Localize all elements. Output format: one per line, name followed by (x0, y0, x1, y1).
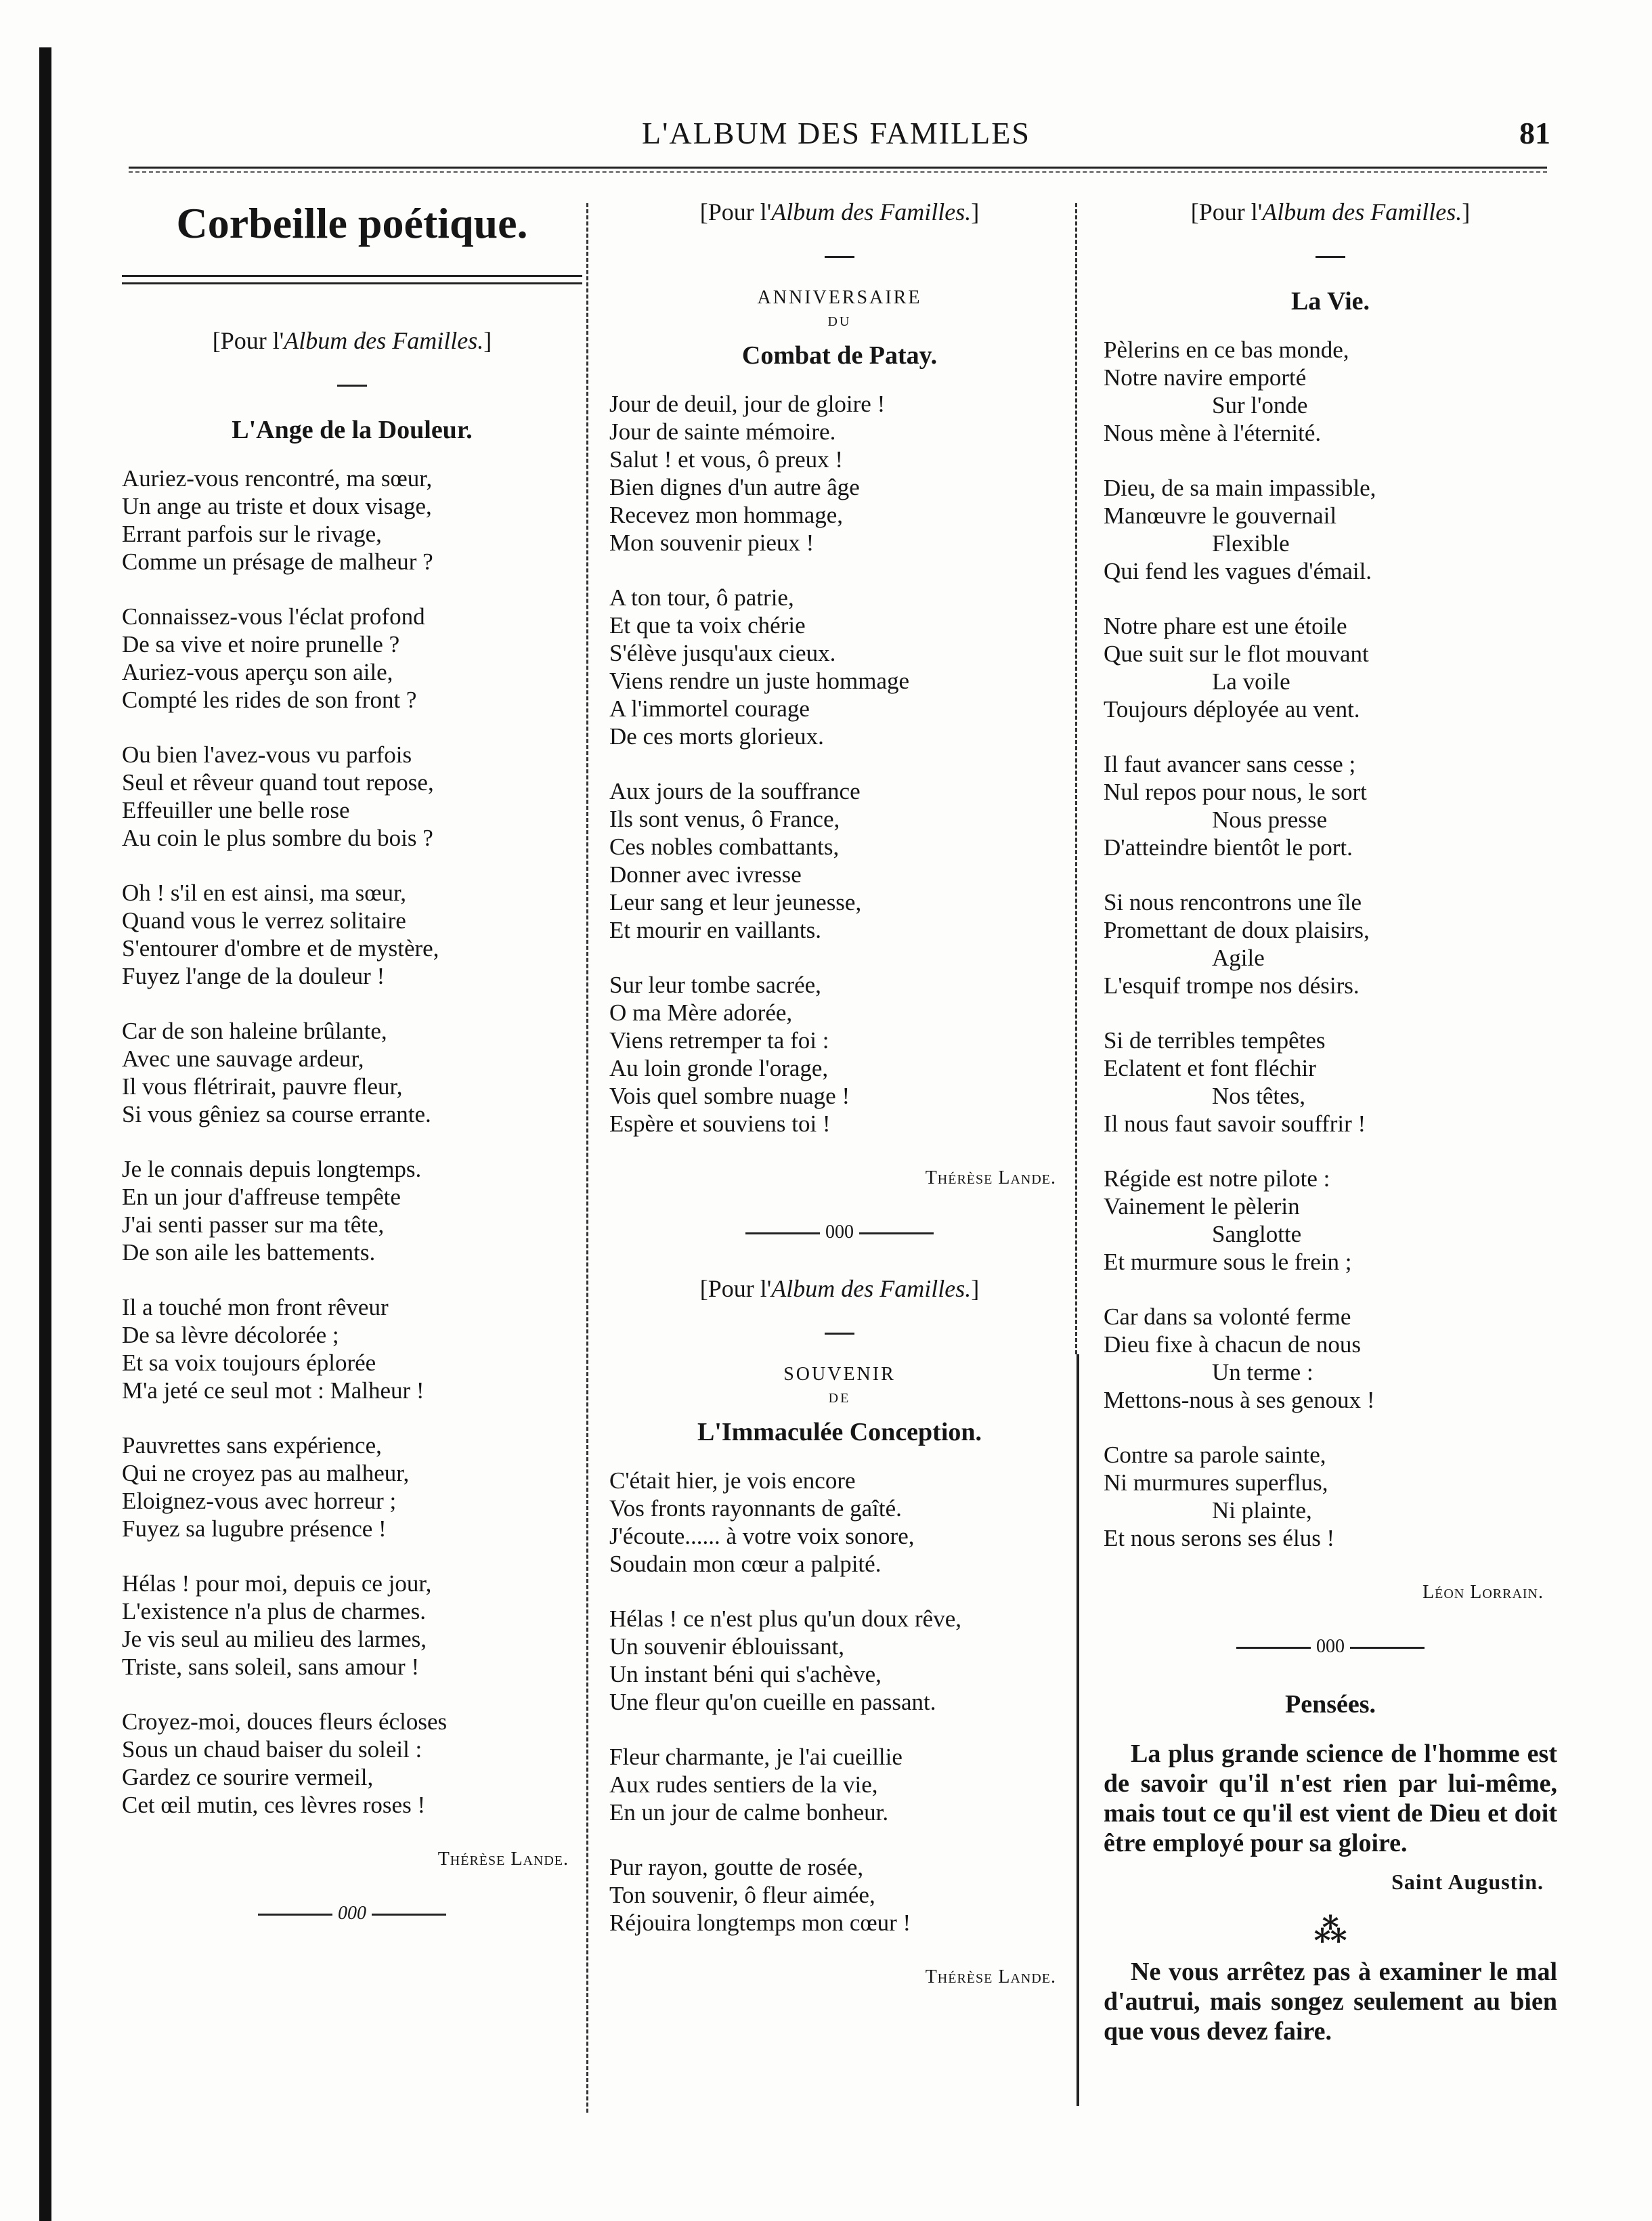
verse-line: Sous un chaud baiser du soleil : (122, 1736, 422, 1763)
verse-line: Soudain mon cœur a palpité. (609, 1551, 882, 1577)
kicker: SOUVENIR (783, 1364, 896, 1385)
stanza (122, 465, 582, 576)
verse-line: Eloignez-vous avec horreur ; (122, 1488, 397, 1514)
verse-line: Ni plainte, (1212, 1497, 1312, 1524)
verse-line: Gardez ce sourire vermeil, (122, 1764, 374, 1790)
verse-line: En un jour de calme bonheur. (609, 1799, 889, 1826)
dash-separator (1104, 241, 1557, 268)
verse-line: M'a jeté ce seul mot : Malheur ! (122, 1377, 425, 1404)
verse-line: Il nous faut savoir souffrir ! (1104, 1110, 1366, 1137)
stanza (609, 777, 1070, 944)
verse-line: Jour de deuil, jour de gloire ! (609, 391, 886, 417)
verse-line: Sanglotte (1212, 1221, 1302, 1247)
signature: Thérèse Lande. (437, 1849, 569, 1870)
stanza (609, 1605, 1070, 1716)
verse-line: Et sa voix toujours éplorée (122, 1350, 376, 1376)
poem-title: L'Immaculée Conception. (697, 1418, 982, 1446)
verse-line: Eclatent et font fléchir (1104, 1055, 1316, 1081)
byline: [Pour l'Album des Familles.] (699, 198, 980, 225)
pensee-text: Ne vous arrêtez pas à examiner le mal d'autrui, mais songez seulement au bien que vous devez faire. (1104, 1958, 1557, 2046)
stanza (122, 603, 582, 714)
verse-line: L'existence n'a plus de charmes. (122, 1598, 426, 1624)
byline: [Pour l'Album des Familles.] (212, 327, 492, 354)
verse-line: Il faut avancer sans cesse ; (1104, 751, 1356, 777)
verse-line: Auriez-vous rencontré, ma sœur, (122, 465, 433, 492)
verse-line: C'était hier, je vois encore (609, 1467, 856, 1494)
stanza (609, 584, 1070, 750)
verse-line: Notre phare est une étoile (1104, 613, 1347, 639)
pensees-title: Pensées. (1284, 1690, 1376, 1719)
section-title: Corbeille poétique. (176, 199, 528, 247)
verse-line: Nous presse (1212, 806, 1328, 833)
verse-line: Nos têtes, (1212, 1083, 1306, 1109)
verse-line: Un terme : (1212, 1359, 1313, 1385)
poem-body (609, 1467, 1070, 1937)
poem-title: Combat de Patay. (741, 341, 938, 370)
dash-separator (122, 370, 582, 397)
column-divider-solid (1077, 1354, 1079, 2106)
verse-line: Fuyez l'ange de la douleur ! (122, 963, 385, 989)
ornament: 000 (609, 1219, 1070, 1246)
verse-line: Régide est notre pilote : (1104, 1165, 1330, 1192)
page-header (122, 115, 1550, 163)
verse-line: En un jour d'affreuse tempête (122, 1184, 401, 1210)
verse-line: Pur rayon, goutte de rosée, (609, 1854, 864, 1880)
verse-line: Auriez-vous aperçu son aile, (122, 659, 393, 685)
page-number: 81 (1519, 116, 1550, 150)
stanza (1104, 1165, 1557, 1276)
stanza (1104, 750, 1557, 861)
column-divider-dashed (586, 203, 588, 2113)
verse-line: L'esquif trompe nos désirs. (1104, 972, 1360, 999)
dash-separator (609, 241, 1070, 268)
stanza (122, 1155, 582, 1266)
signature: Thérèse Lande. (925, 1167, 1056, 1188)
verse-line: Un souvenir éblouissant, (609, 1633, 845, 1660)
verse-line: S'entourer d'ombre et de mystère, (122, 935, 439, 962)
stanza (609, 1743, 1070, 1826)
verse-line: Pauvrettes sans expérience, (122, 1432, 382, 1459)
verse-line: Qui ne croyez pas au malheur, (122, 1460, 410, 1486)
verse-line: Si vous gêniez sa course errante. (122, 1101, 431, 1127)
verse-line: Comme un présage de malheur ? (122, 548, 433, 575)
verse-line: Avec une sauvage ardeur, (122, 1045, 364, 1072)
verse-line: Espère et souviens toi ! (609, 1110, 831, 1137)
verse-line: Bien dignes d'un autre âge (609, 474, 860, 500)
verse-line: Vos fronts rayonnants de gaîté. (609, 1495, 902, 1522)
verse-line: Oh ! s'il en est ainsi, ma sœur, (122, 880, 406, 906)
stanza (1104, 474, 1557, 585)
verse-line: Ils sont venus, ô France, (609, 806, 840, 832)
verse-line: Viens rendre un juste hommage (609, 668, 910, 694)
pensee-author: Saint Augustin. (1391, 1870, 1544, 1894)
verse-line: Aux rudes sentiers de la vie, (609, 1771, 878, 1798)
verse-line: Salut ! et vous, ô preux ! (609, 446, 844, 473)
poem-body (1104, 336, 1557, 1552)
verse-line: A l'immortel courage (609, 695, 810, 722)
stanza (122, 1431, 582, 1543)
verse-line: Fleur charmante, je l'ai cueillie (609, 1744, 903, 1770)
header-rule (129, 167, 1547, 173)
verse-line: Je vis seul au milieu des larmes, (122, 1626, 427, 1652)
pensee-text: La plus grande science de l'homme est de savoir qu'il n'est rien par lui-même, mais tout ce qu'il est vient de Dieu et doit être employé pour sa gloire. (1104, 1740, 1557, 1857)
verse-line: Dieu fixe à chacun de nous (1104, 1331, 1361, 1358)
dash-separator (609, 1318, 1070, 1345)
verse-line: Triste, sans soleil, sans amour ! (122, 1654, 420, 1680)
byline: [Pour l'Album des Familles.] (699, 1275, 980, 1302)
verse-line: O ma Mère adorée, (609, 999, 793, 1026)
verse-line: Effeuiller une belle rose (122, 797, 350, 823)
verse-line: Aux jours de la souffrance (609, 778, 861, 804)
signature: Thérèse Lande. (925, 1966, 1056, 1987)
verse-line: Pèlerins en ce bas monde, (1104, 337, 1349, 363)
verse-line: Mon souvenir pieux ! (609, 530, 814, 556)
stanza (609, 1853, 1070, 1937)
verse-line: Hélas ! ce n'est plus qu'un doux rêve, (609, 1605, 961, 1632)
verse-line: Si de terribles tempêtes (1104, 1027, 1326, 1054)
verse-line: Donner avec ivresse (609, 861, 802, 888)
double-rule (122, 275, 582, 284)
stanza (122, 1570, 582, 1681)
stanza (1104, 1441, 1557, 1552)
verse-line: Il a touché mon front rêveur (122, 1294, 389, 1320)
ornament: 000 (122, 1900, 582, 1927)
poem-title: L'Ange de la Douleur. (232, 416, 473, 444)
verse-line: De son aile les battements. (122, 1239, 376, 1266)
verse-line: Ou bien l'avez-vous vu parfois (122, 741, 412, 768)
verse-line: Quand vous le verrez solitaire (122, 907, 406, 934)
verse-line: Toujours déployée au vent. (1104, 696, 1360, 723)
stanza (122, 879, 582, 990)
verse-line: Sur l'onde (1212, 392, 1308, 418)
verse-line: Un instant béni qui s'achève, (609, 1661, 882, 1687)
verse-line: De ces morts glorieux. (609, 723, 824, 750)
verse-line: De sa lèvre décolorée ; (122, 1322, 339, 1348)
verse-line: Vois quel sombre nuage ! (609, 1083, 850, 1109)
verse-line: Car dans sa volonté ferme (1104, 1303, 1351, 1330)
verse-line: Vainement le pèlerin (1104, 1193, 1300, 1220)
poem-title: La Vie. (1290, 287, 1370, 316)
verse-line: Si nous rencontrons une île (1104, 889, 1362, 915)
verse-line: Au coin le plus sombre du bois ? (122, 825, 433, 851)
page-edge-bar (39, 47, 51, 2221)
verse-line: J'écoute...... à votre voix sonore, (609, 1523, 915, 1549)
verse-line: D'atteindre bientôt le port. (1104, 834, 1353, 861)
verse-line: Recevez mon hommage, (609, 502, 844, 528)
stanza (122, 741, 582, 852)
ornament: 000 (1104, 1633, 1557, 1660)
verse-line: Notre navire emporté (1104, 364, 1307, 391)
verse-line: A ton tour, ô patrie, (609, 584, 794, 611)
verse-line: Nous mène à l'éternité. (1104, 420, 1322, 446)
verse-line: Cet œil mutin, ces lèvres roses ! (122, 1792, 426, 1818)
verse-line: Et murmure sous le frein ; (1104, 1249, 1352, 1275)
column-1 (122, 196, 582, 1954)
verse-line: Connaissez-vous l'éclat profond (122, 603, 425, 630)
verse-line: Croyez-moi, douces fleurs écloses (122, 1708, 448, 1735)
stanza (609, 971, 1070, 1138)
stanza (122, 1017, 582, 1128)
running-title: L'ALBUM DES FAMILLES (642, 116, 1030, 150)
stanza (1104, 1027, 1557, 1138)
verse-line: La voile (1212, 668, 1290, 695)
verse-line: De sa vive et noire prunelle ? (122, 631, 400, 657)
stanza (1104, 1303, 1557, 1414)
verse-line: Manœuvre le gouvernail (1104, 502, 1337, 529)
verse-line: Il vous flétrirait, pauvre fleur, (122, 1073, 403, 1100)
stanza (609, 1467, 1070, 1578)
stanza (122, 1708, 582, 1819)
verse-line: Que suit sur le flot mouvant (1104, 641, 1369, 667)
verse-line: Sur leur tombe sacrée, (609, 972, 821, 998)
stanza (609, 390, 1070, 557)
verse-line: Et mourir en vaillants. (609, 917, 821, 943)
byline: [Pour l'Album des Familles.] (1190, 198, 1471, 225)
verse-line: Fuyez sa lugubre présence ! (122, 1515, 387, 1542)
verse-line: Leur sang et leur jeunesse, (609, 889, 862, 915)
stanza (1104, 888, 1557, 999)
verse-line: Hélas ! pour moi, depuis ce jour, (122, 1570, 432, 1597)
verse-line: Nul repos pour nous, le sort (1104, 779, 1367, 805)
verse-line: Viens retremper ta foi : (609, 1027, 829, 1054)
verse-line: Ton souvenir, ô fleur aimée, (609, 1882, 875, 1908)
verse-line: Contre sa parole sainte, (1104, 1442, 1326, 1468)
verse-line: Dieu, de sa main impassible, (1104, 475, 1376, 501)
verse-line: Et nous serons ses élus ! (1104, 1525, 1335, 1551)
verse-line: Promettant de doux plaisirs, (1104, 917, 1370, 943)
verse-line: Errant parfois sur le rivage, (122, 521, 382, 547)
verse-line: Un ange au triste et doux visage, (122, 493, 432, 519)
column-2 (609, 196, 1070, 2018)
kicker: ANNIVERSAIRE (757, 287, 922, 308)
verse-line: Au loin gronde l'orage, (609, 1055, 829, 1081)
verse-line: Ces nobles combattants, (609, 834, 840, 860)
verse-line: Et que ta voix chérie (609, 612, 806, 639)
verse-line: Je le connais depuis longtemps. (122, 1156, 422, 1182)
stanza (122, 1293, 582, 1404)
verse-line: Car de son haleine brûlante, (122, 1018, 387, 1044)
signature: Léon Lorrain. (1422, 1582, 1544, 1603)
verse-line: Une fleur qu'on cueille en passant. (609, 1689, 936, 1715)
verse-line: Réjouira longtemps mon cœur ! (609, 1910, 911, 1936)
verse-line: Ni murmures superflus, (1104, 1469, 1328, 1496)
column-3 (1104, 196, 1557, 2046)
verse-line: Mettons-nous à ses genoux ! (1104, 1387, 1375, 1413)
verse-line: Flexible (1212, 530, 1290, 557)
verse-line: Jour de sainte mémoire. (609, 418, 836, 445)
verse-line: J'ai senti passer sur ma tête, (122, 1211, 385, 1238)
verse-line: Agile (1212, 945, 1265, 971)
asterism: ⁂ (1313, 1913, 1347, 1949)
poem-body (122, 465, 582, 1819)
kicker-small: DE (828, 1391, 851, 1406)
poem-body (609, 390, 1070, 1138)
verse-line: Compté les rides de son front ? (122, 687, 417, 713)
stanza (1104, 336, 1557, 447)
verse-line: S'élève jusqu'aux cieux. (609, 640, 836, 666)
column-divider-dashed-2 (1075, 203, 1077, 1354)
stanza (1104, 612, 1557, 723)
verse-line: Qui fend les vagues d'émail. (1104, 558, 1372, 584)
verse-line: Seul et rêveur quand tout repose, (122, 769, 434, 796)
kicker-small: DU (827, 314, 852, 329)
